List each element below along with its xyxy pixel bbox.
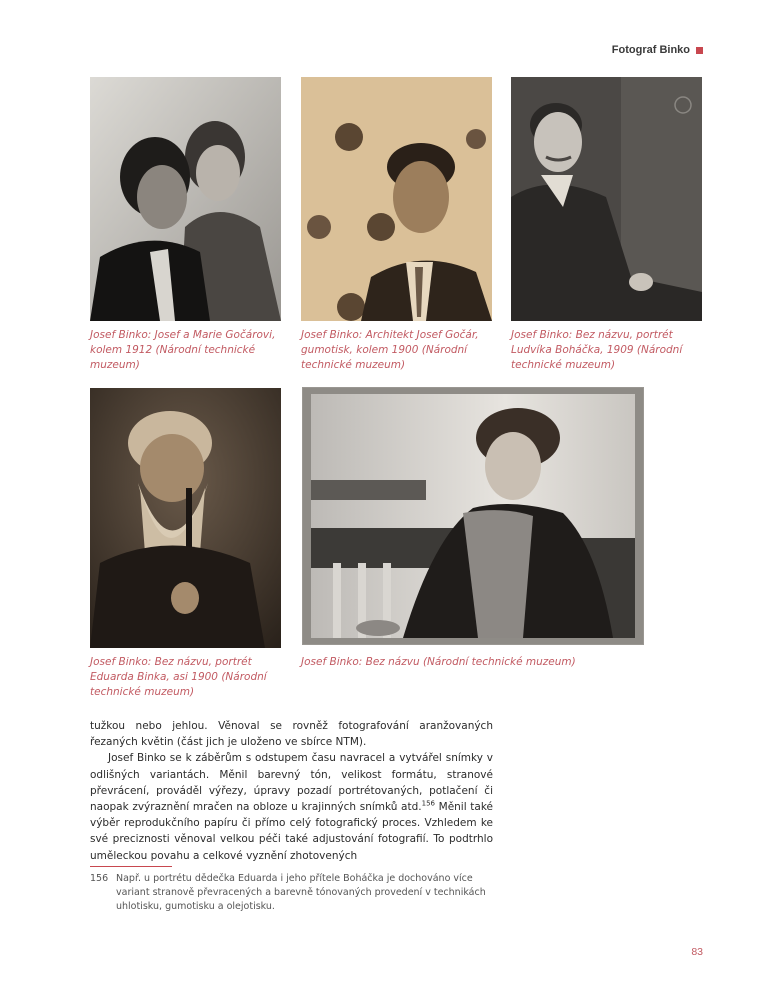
caption-gocar: Josef Binko: Architekt Josef Gočár, gumotisk, kolem 1900 (Národní technické muzeum) bbox=[301, 329, 479, 371]
page-number: 83 bbox=[691, 946, 703, 958]
caption-woman: Josef Binko: Bez názvu (Národní technické muzeum) bbox=[301, 656, 576, 668]
footnote-text: Např. u portrétu dědečka Eduarda i jeho přítele Boháčka je dochováno více variant stranově převracených a barevně tónovaných provedení v technikách uhlotisku, gumotisku a olejotisku. bbox=[116, 873, 486, 912]
body-text bbox=[90, 718, 493, 864]
running-header bbox=[612, 44, 703, 56]
header-square-marker bbox=[696, 47, 703, 54]
footnote-divider bbox=[90, 866, 172, 867]
caption-eduard: Josef Binko: Bez názvu, portrét Eduarda Binka, asi 1900 (Národní technické muzeum) bbox=[90, 656, 267, 698]
photo-gocar bbox=[301, 77, 492, 321]
photo-eduard bbox=[90, 388, 281, 648]
paragraph-2-part-a: Josef Binko se k záběrům s odstupem času navracel a vytvářel snímky v odlišných variantách. Měnil barevný tón, velikost formátu, stranové převrácení, prováděl výřezy, úpravy pozadí portrétovaných, potlačení či naopak zvýraznění mračen na obloze u krajinných snímků atd. bbox=[90, 752, 493, 814]
footnote-reference[interactable]: 156 bbox=[421, 799, 435, 808]
photo-bohacek bbox=[511, 77, 702, 321]
paragraph-2-part-b: Měnil také výběr reprodukčního papíru či přímo celý fotografický proces. Vzhledem ke své preciznosti věnoval velkou péči také adjustování fotografií. To podtrhlo uměleckou povahu a celkové vyznění zhotovených bbox=[90, 801, 493, 862]
caption-bohacek: Josef Binko: Bez názvu, portrét Ludvíka Boháčka, 1909 (Národní technické muzeum) bbox=[511, 329, 683, 371]
paragraph-2 bbox=[90, 750, 493, 863]
footnote bbox=[90, 872, 500, 914]
photo-gocarovi bbox=[90, 77, 281, 321]
running-header-title: Fotograf Binko bbox=[611, 44, 690, 56]
paragraph-1: tužkou nebo jehlou. Věnoval se rovněž fotografování aranžovaných řezaných květin (část jich je uloženo ve sbírce NTM). bbox=[90, 720, 493, 749]
photo-woman bbox=[303, 388, 643, 644]
footnote-number: 156 bbox=[90, 873, 109, 884]
caption-gocarovi: Josef Binko: Josef a Marie Gočárovi, kolem 1912 (Národní technické muzeum) bbox=[90, 329, 276, 371]
